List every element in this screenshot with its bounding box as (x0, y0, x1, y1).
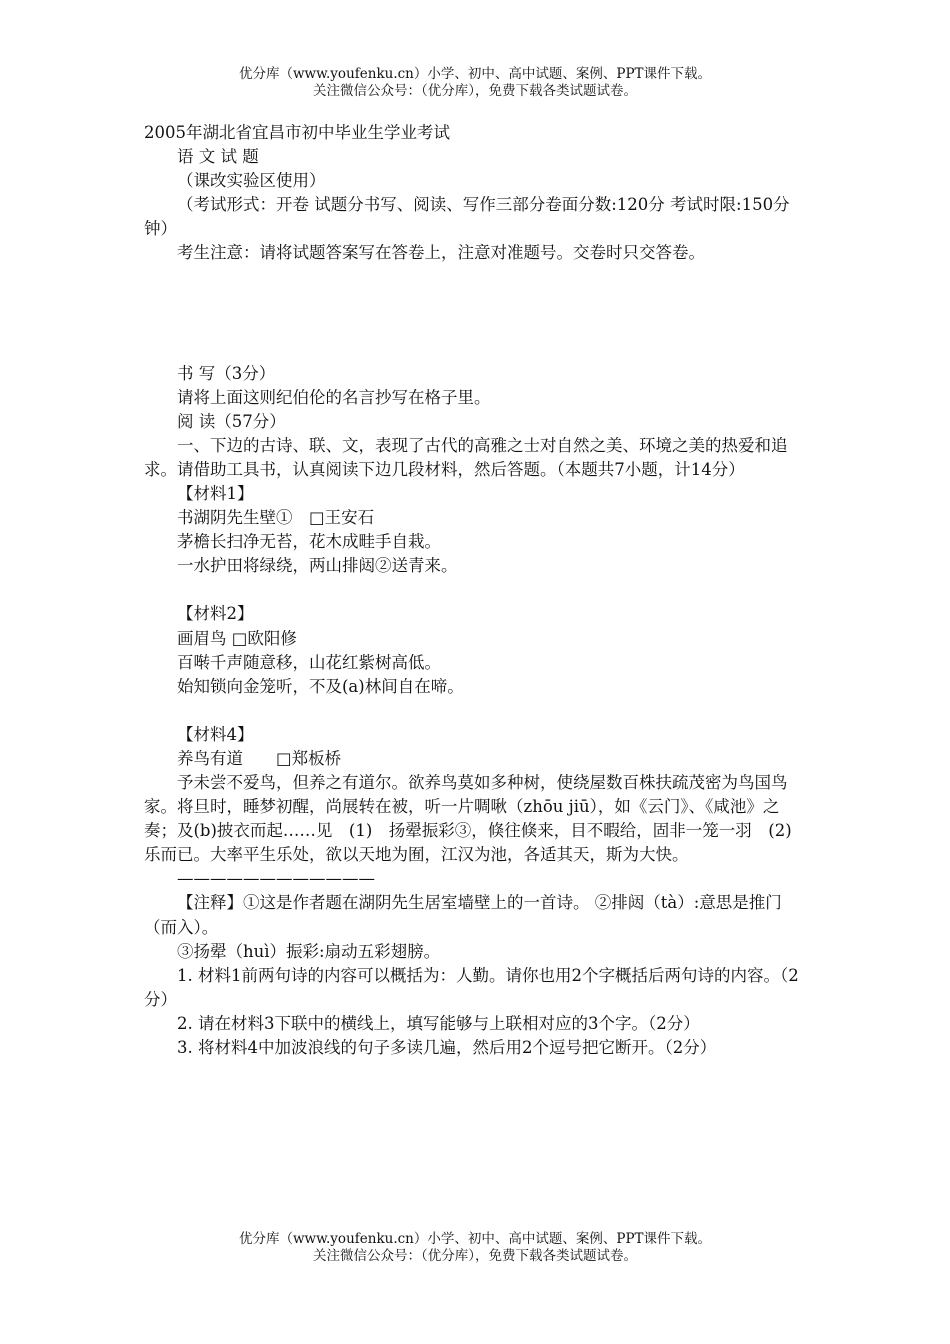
question-2: 2. 请在材料3下联中的横线上，填写能够与上联相对应的3个字。（2分） (177, 1013, 700, 1033)
material-1-title: 书湖阴先生壁① □王安石 (177, 508, 375, 528)
page-header (0, 66, 950, 100)
writing-heading: 书 写（3分） (177, 363, 276, 383)
writing-instruction: 请将上面这则纪伯伦的名言抄写在格子里。 (177, 387, 491, 407)
blank-line (144, 578, 810, 602)
material-4-label: 【材料4】 (177, 724, 254, 744)
header-line-2: 关注微信公众号：（优分库），免费下载各类试题试卷。 (313, 83, 637, 99)
material-1-line-2: 一水护田将绿绕，两山排闼②送青来。 (177, 556, 458, 576)
material-2-label: 【材料2】 (177, 604, 254, 624)
blank-line (144, 699, 810, 723)
page-footer (0, 1231, 950, 1265)
notes-line-1: 【注释】①这是作者题在湖阴先生居室墙壁上的一首诗。 ②排闼（tà）:意思是推门（而入）。 (144, 893, 782, 937)
material-1-line-1: 茅檐长扫净无苔，花木成畦手自栽。 (177, 532, 441, 552)
reading-heading: 阅 读（57分） (177, 411, 286, 431)
header-line-1: 优分库（www.youfenku.cn）小学、初中、高中试题、案例、PPT课件下载。 (238, 66, 712, 82)
footer-line-1: 优分库（www.youfenku.cn）小学、初中、高中试题、案例、PPT课件下载。 (238, 1231, 712, 1247)
material-2-line-1: 百啭千声随意移，山花红紫树高低。 (177, 652, 441, 672)
reading-intro: 一、下边的古诗、联、文，表现了古代的高雅之士对自然之美、环境之美的热爱和追求。请借助工具书，认真阅读下边几段材料，然后答题。（本题共7小题，计14分） (144, 435, 788, 479)
document-body (144, 121, 810, 1060)
footer-line-2: 关注微信公众号：（优分库），免费下载各类试题试卷。 (313, 1248, 637, 1264)
exam-scope: （课改实验区使用） (177, 171, 326, 191)
material-2-line-2: 始知锁向金笼听，不及(a)林间自在啼。 (177, 676, 464, 696)
material-2-title: 画眉鸟 □欧阳修 (177, 628, 297, 648)
material-4-text: 予未尝不爱鸟，但养之有道尔。欲养鸟莫如多种树，使绕屋数百株扶疏茂密为鸟国鸟家。将旦时，睡梦初醒，尚展转在被，听一片啁啾（zhōu jiū），如《云门》、《咸池》之奏；及(b)披衣而起……见 (1) 扬翚振彩③，倏往倏来，目不暇给，固非一笼一羽 (2) 乐而已。大率平生乐处，欲以天地为囿，江汉为池，各适其天，斯为大快。 (144, 772, 809, 865)
exam-notice: 考生注意：请将试题答案写在答卷上，注意对准题号。交卷时只交答卷。 (177, 243, 705, 263)
exam-subject: 语 文 试 题 (177, 147, 259, 167)
question-1: 1. 材料1前两句诗的内容可以概括为：人勤。请你也用2个字概括后两句诗的内容。（2分） (144, 965, 799, 1009)
material-1-label: 【材料1】 (177, 484, 254, 504)
exam-title: 2005年湖北省宜昌市初中毕业生学业考试 (144, 123, 450, 142)
material-4-title: 养鸟有道 □郑板桥 (177, 748, 342, 768)
question-3: 3. 将材料4中加波浪线的句子多读几遍，然后用2个逗号把它断开。（2分） (177, 1038, 717, 1057)
blank-space (144, 266, 810, 362)
notes-line-2: ③扬翚（huì）振彩:扇动五彩翅膀。 (177, 941, 441, 961)
exam-format: （考试形式：开卷 试题分书写、阅读、写作三部分卷面分数:120分 考试时限:150分钟） (144, 195, 790, 239)
separator-rule: ———————————— (177, 869, 375, 889)
